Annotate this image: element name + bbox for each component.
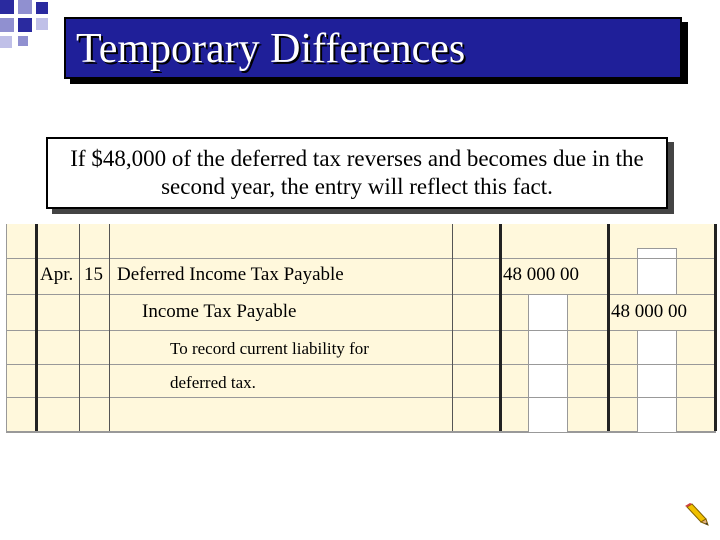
ledger-column-divider — [35, 224, 38, 431]
debit-amount: 48 000 00 — [503, 264, 579, 285]
description-box — [46, 137, 668, 209]
entry-explanation-line: deferred tax. — [170, 373, 256, 392]
description-text: If $48,000 of the deferred tax reverses and becomes due in the second year, the entry will reflect this fact. — [70, 146, 644, 199]
title-banner — [64, 17, 682, 79]
pencil-icon[interactable] — [684, 503, 710, 532]
entry-month: Apr. — [40, 264, 74, 285]
ledger-cell — [637, 330, 677, 433]
ledger-column-divider — [714, 224, 717, 431]
ledger-column-divider — [79, 224, 80, 431]
slide-title: Temporary Differences — [76, 26, 466, 72]
deco-square — [18, 36, 28, 46]
credit-account: Income Tax Payable — [142, 301, 297, 322]
credit-amount: 48 000 00 — [611, 301, 687, 322]
deco-square — [18, 0, 32, 14]
ledger-column-divider — [452, 224, 453, 431]
deco-square — [36, 2, 48, 14]
journal-ledger — [6, 224, 716, 433]
deco-square — [0, 36, 12, 48]
ledger-column-divider — [499, 224, 502, 431]
ledger-cell — [637, 248, 677, 294]
deco-square — [0, 0, 14, 14]
deco-square — [18, 18, 32, 32]
ledger-column-divider — [607, 224, 610, 431]
debit-account: Deferred Income Tax Payable — [117, 264, 344, 285]
ledger-column-divider — [109, 224, 110, 431]
entry-explanation-line: To record current liability for — [170, 339, 369, 358]
deco-square — [36, 18, 48, 30]
entry-day: 15 — [84, 264, 103, 285]
deco-square — [0, 18, 14, 32]
